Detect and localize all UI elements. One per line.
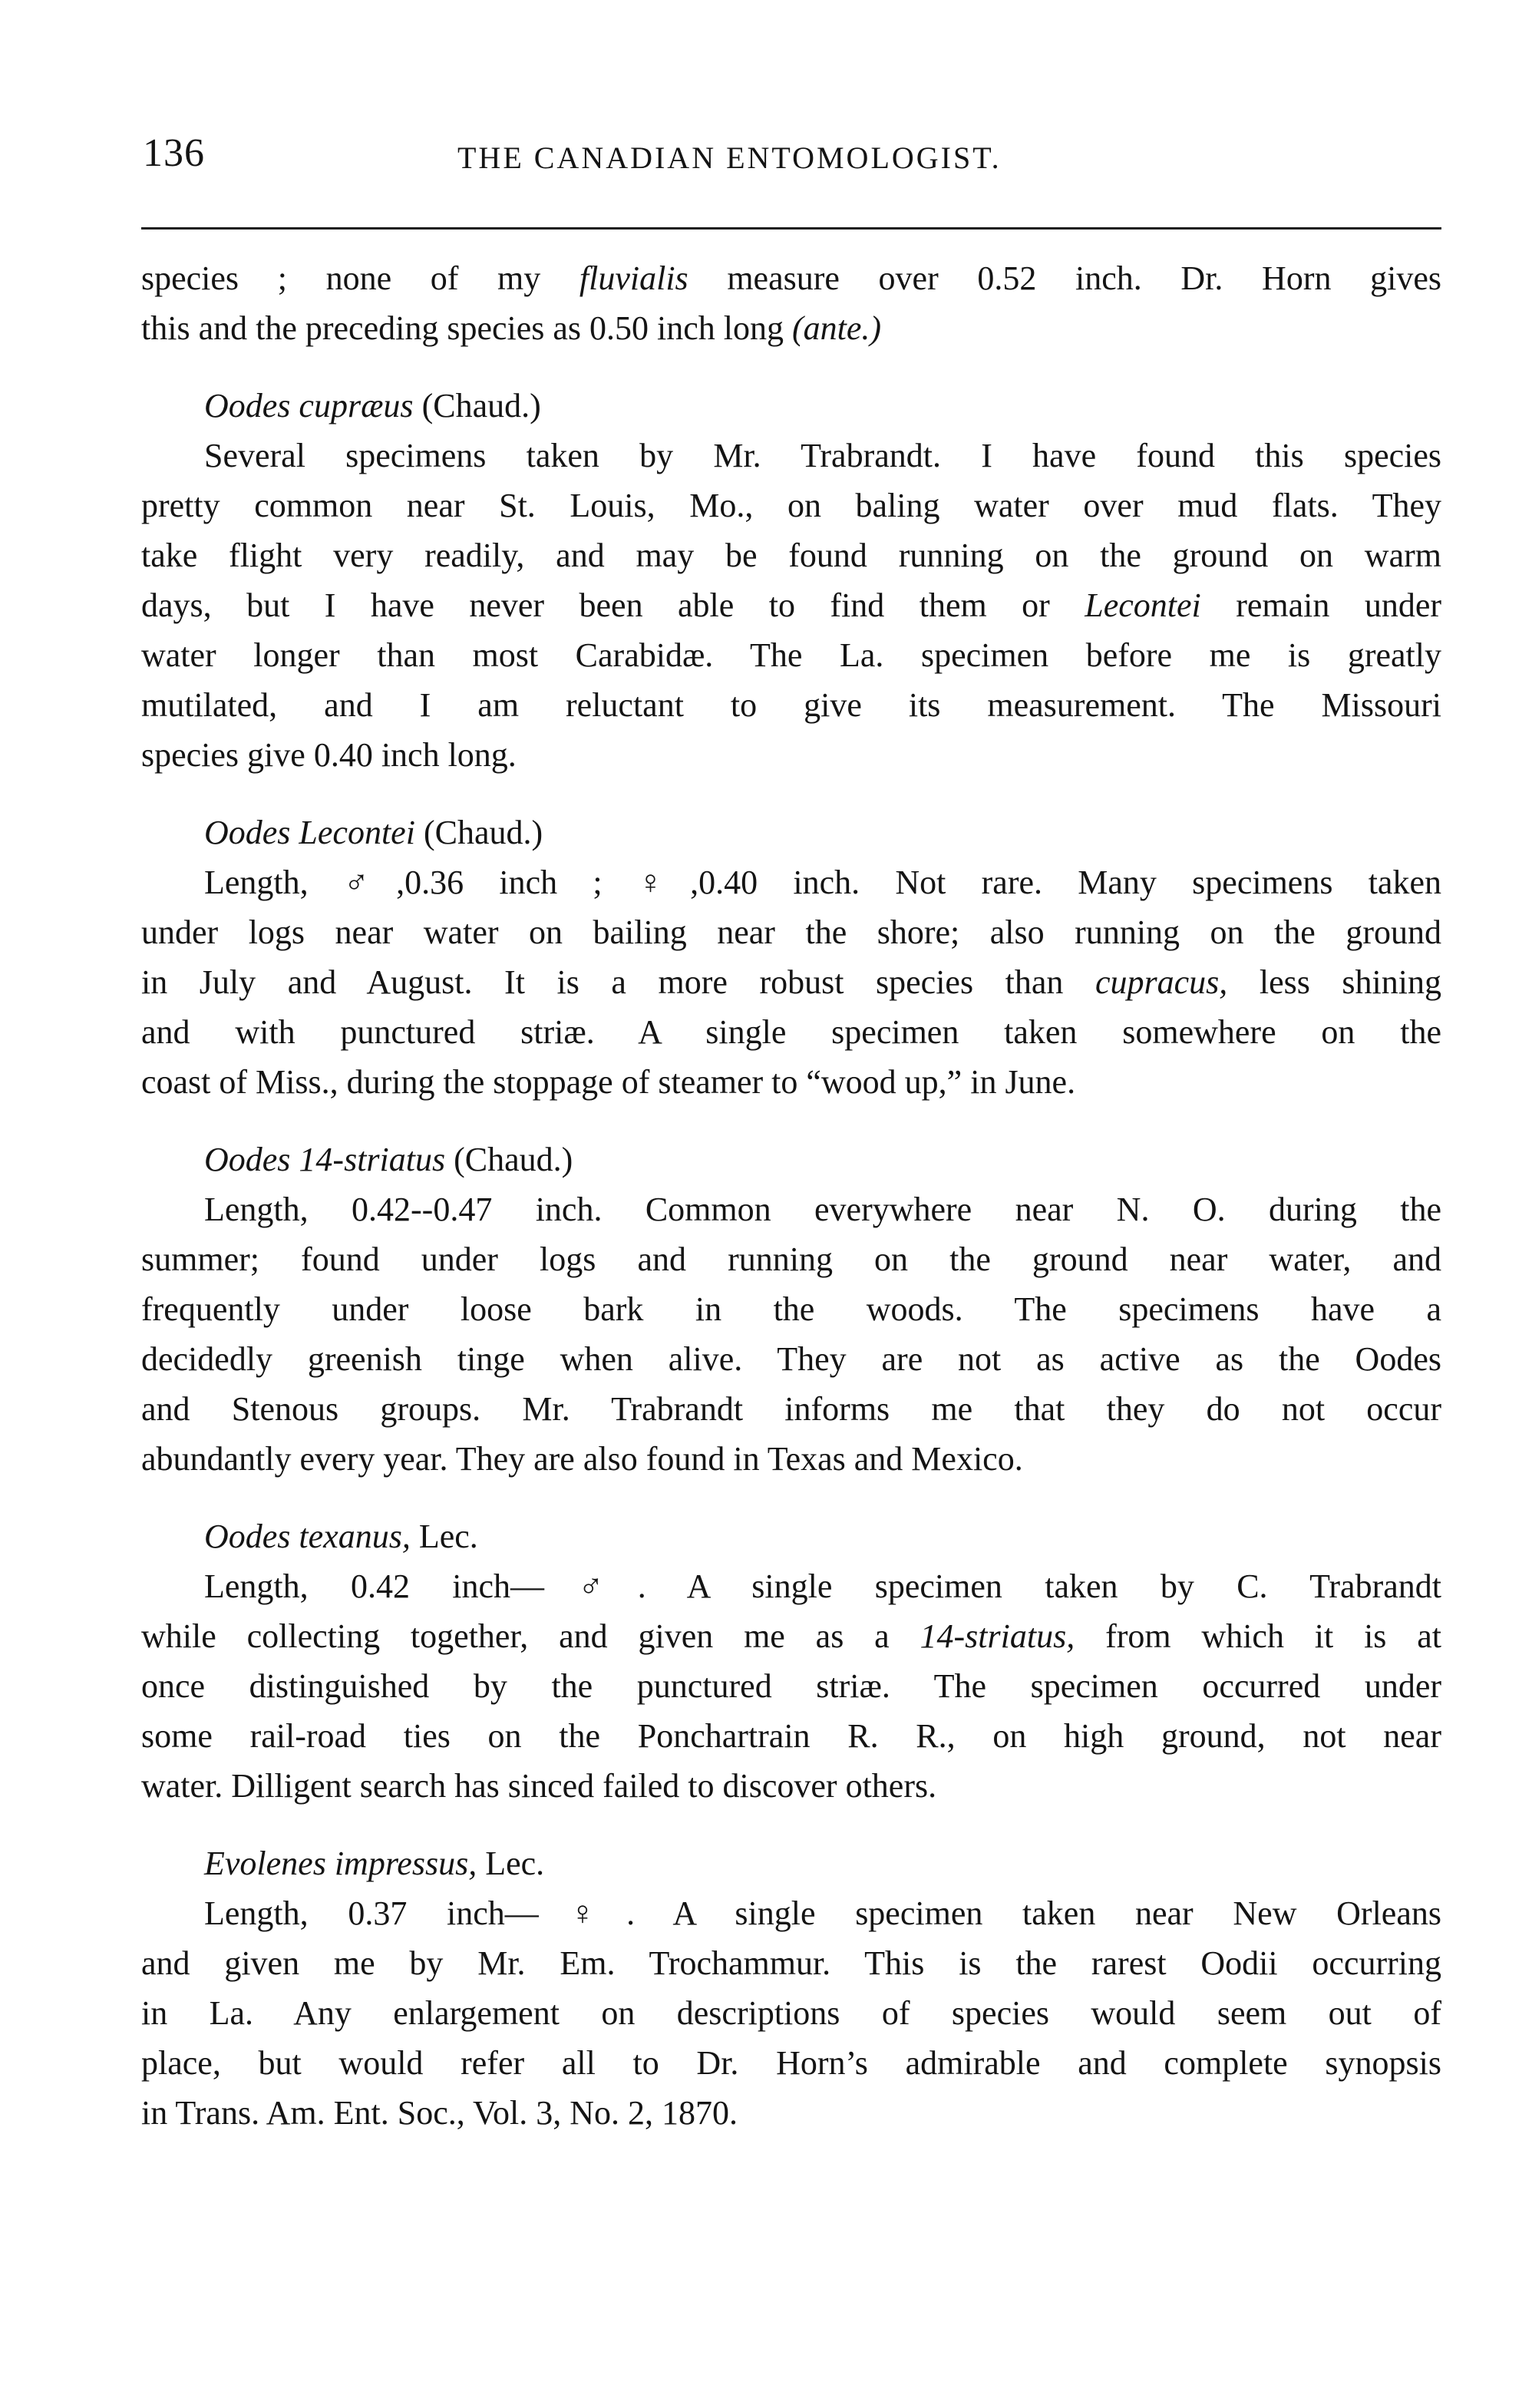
text-line: while collecting together, and given me as a 14-striatus, from which it is at (141, 1617, 1442, 1655)
text-line: place, but would refer all to Dr. Horn’s admirable and complete synopsis (141, 2044, 1441, 2082)
journal-page (141, 130, 1442, 2132)
text-line: and given me by Mr. Em. Trochammur. This is the rarest Oodii occurring (141, 1944, 1441, 1982)
text-line: coast of Miss., during the stoppage of steamer to “wood up,” in June. (141, 1063, 1076, 1101)
text-line: frequently under loose bark in the woods. The specimens have a (141, 1290, 1441, 1328)
text-line: and with punctured striæ. A single specimen taken somewhere on the (141, 1013, 1441, 1051)
species-name: Lecontei (1085, 586, 1201, 624)
text-line: this and the preceding species as 0.50 inch long (ante.) (141, 309, 882, 347)
species-heading-lecontei: Oodes Lecontei (Chaud.) (204, 814, 543, 851)
text-line: water. Dilligent search has sinced failed to discover others. (141, 1767, 937, 1805)
species-name: 14-striatus, (920, 1617, 1075, 1655)
page-header (141, 130, 1441, 192)
text-line: pretty common near St. Louis, Mo., on baling water over mud flats. They (141, 487, 1441, 524)
text-line: some rail-road ties on the Ponchartrain R. R., on high ground, not near (141, 1717, 1441, 1755)
text-line: species ; none of my fluvialis measure over 0.52 inch. Dr. Horn gives (141, 259, 1441, 297)
paragraph-texanus (141, 1561, 1441, 1811)
text-line: summer; found under logs and running on the ground near water, and (141, 1240, 1441, 1278)
species-heading-texanus: Oodes texanus, Lec. (204, 1518, 478, 1555)
text-line: take flight very readily, and may be found running on the ground on warm (141, 537, 1441, 574)
reference-note: (ante.) (792, 309, 882, 347)
paragraph-lecontei (141, 857, 1441, 1107)
text-line: Length, 0.42 inch—♂. A single specimen taken by C. Trabrandt (204, 1567, 1441, 1605)
text-line: in La. Any enlargement on descriptions of species would seem out of (141, 1994, 1441, 2032)
text-line: in July and August. It is a more robust species than cupracus, less shining (141, 963, 1441, 1001)
text-line: once distinguished by the punctured striæ. The specimen occurred under (141, 1667, 1441, 1705)
text-line: under logs near water on bailing near the shore; also running on the ground (141, 913, 1441, 951)
species-heading-14-striatus: Oodes 14-striatus (Chaud.) (204, 1141, 573, 1178)
running-title: THE CANADIAN ENTOMOLOGIST. (457, 140, 1002, 175)
paragraph-impressus (141, 1888, 1441, 2138)
species-name: cupracus, (1095, 963, 1228, 1001)
text-line: decidedly greenish tinge when alive. They are not as active as the Oodes (141, 1340, 1441, 1378)
paragraph-continuation (141, 253, 1441, 353)
text-line: days, but I have never been able to find them or Lecontei remain under (141, 586, 1442, 624)
header-rule (141, 227, 1441, 230)
text-line: Length, ♂,0.36 inch ; ♀,0.40 inch. Not rare. Many specimens taken (204, 864, 1441, 901)
text-line: Length, 0.37 inch—♀. A single specimen taken near New Orleans (204, 1894, 1441, 1932)
text-line: Length, 0.42--0.47 inch. Common everywhere near N. O. during the (204, 1191, 1441, 1228)
species-heading-impressus: Evolenes impressus, Lec. (204, 1845, 545, 1882)
text-line: species give 0.40 inch long. (141, 736, 517, 774)
species-name: fluvialis (579, 259, 688, 297)
text-line: mutilated, and I am reluctant to give its measurement. The Missouri (141, 686, 1441, 724)
paragraph-cupraeus (141, 431, 1441, 780)
page-number: 136 (143, 131, 205, 175)
text-line: in Trans. Am. Ent. Soc., Vol. 3, No. 2, 1870. (141, 2094, 738, 2132)
text-line: Several specimens taken by Mr. Trabrandt. I have found this species (204, 437, 1441, 474)
text-line: water longer than most Carabidæ. The La. specimen before me is greatly (141, 636, 1441, 674)
article-body (141, 253, 1441, 2138)
text-line: abundantly every year. They are also found in Texas and Mexico. (141, 1440, 1023, 1478)
species-heading-cupraeus: Oodes cupræus (Chaud.) (204, 387, 541, 424)
text-line: and Stenous groups. Mr. Trabrandt informs me that they do not occur (141, 1390, 1441, 1428)
paragraph-14-striatus (141, 1184, 1441, 1484)
